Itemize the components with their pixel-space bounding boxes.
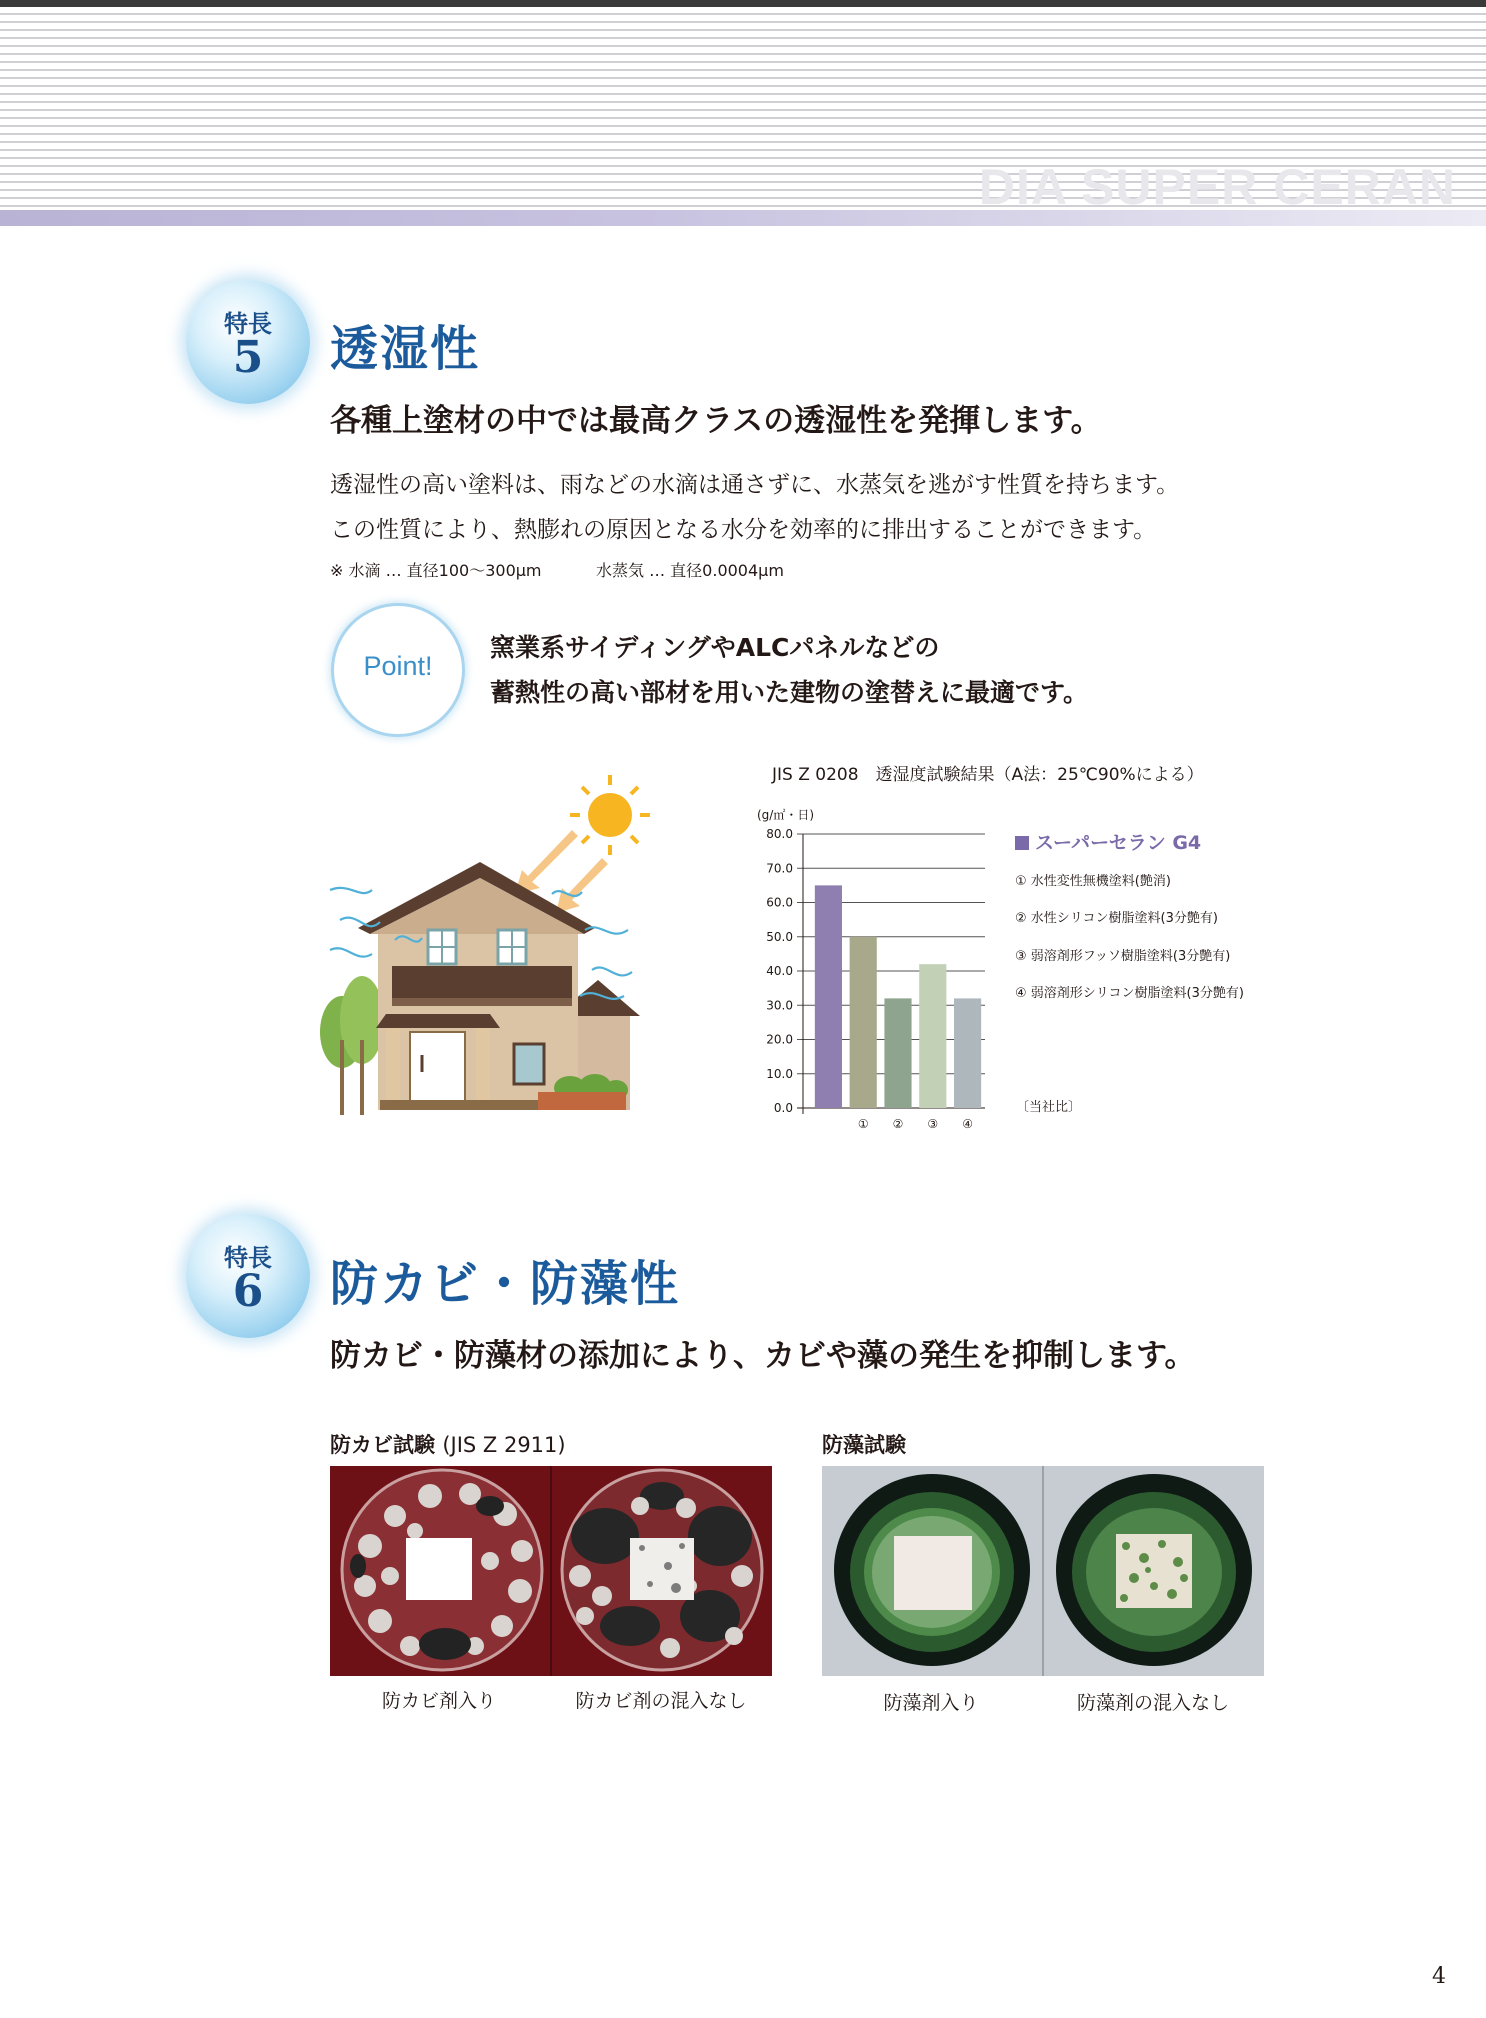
sun-icon <box>570 775 650 855</box>
chart-ylabel: (g/㎡・日) <box>757 808 815 822</box>
header-top-rule <box>0 0 1486 7</box>
chart-xtick-label: ③ <box>927 1117 939 1131</box>
algae-caption-without: 防藻剤の混入なし <box>1076 1692 1229 1714</box>
algae-caption-with: 防藻剤入り <box>883 1692 979 1714</box>
chart-ytick-label: 60.0 <box>766 895 793 910</box>
feature6-subtitle: 防カビ・防藻材の添加により、カビや藻の発生を抑制します。 <box>330 1338 1196 1374</box>
chart-xtick-label: ④ <box>962 1117 973 1131</box>
mold-test-name: 防カビ試験 <box>330 1433 435 1457</box>
chart-ytick-label: 50.0 <box>766 929 793 944</box>
feature5-title: 透湿性 <box>330 321 481 377</box>
feature5-body-line-2: この性質により、熱膨れの原因となる水分を効率的に排出することができます。 <box>330 517 1157 543</box>
badge-number: 5 <box>232 332 264 383</box>
chart-bar <box>850 937 877 1108</box>
legend-item-2: ② 水性シリコン樹脂塗料(3分艶有) <box>1015 911 1218 926</box>
legend-item-4: ④ 弱溶剤形シリコン樹脂塗料(3分艶有) <box>1015 986 1244 1001</box>
feature-badge-5 <box>186 280 310 404</box>
chart-bar <box>884 998 911 1108</box>
brand-watermark: DIA SUPER CERAN <box>978 159 1456 215</box>
legend-title <box>1015 828 1201 855</box>
badge-label: 特長 <box>224 1244 272 1272</box>
badge-number: 6 <box>232 1266 264 1317</box>
note-vapor: 水蒸気 … 直径0.0004μm <box>596 561 784 580</box>
mold-test-standard: (JIS Z 2911) <box>442 1433 566 1457</box>
chart-bar <box>919 964 946 1108</box>
chart-ytick-label: 30.0 <box>766 998 793 1013</box>
mold-test-photo <box>330 1466 772 1676</box>
mold-test-title <box>330 1429 566 1459</box>
chart-bar <box>954 998 981 1108</box>
mold-caption-with: 防カビ剤入り <box>381 1690 496 1712</box>
chart-ytick-label: 40.0 <box>766 964 793 978</box>
feature6-title: 防カビ・防藻性 <box>330 1256 681 1312</box>
point-line-1: 窯業系サイディングやALCパネルなどの <box>490 633 940 662</box>
chart-ytick-label: 70.0 <box>766 861 793 876</box>
legend-item-1: ① 水性変性無機塗料(艶消) <box>1015 874 1171 889</box>
legend-swatch <box>1015 836 1029 850</box>
note-droplet: ※ 水滴 … 直径100〜300μm <box>330 561 542 580</box>
algae-test-title: 防藻試験 <box>822 1433 906 1457</box>
point-badge <box>331 603 465 737</box>
chart-xtick-label: ① <box>857 1117 869 1131</box>
feature5-body-line-1: 透湿性の高い塗料は、雨などの水滴は通さずに、水蒸気を逃がす性質を持ちます。 <box>330 472 1180 498</box>
badge-label: 特長 <box>224 310 272 338</box>
moisture-chart <box>735 800 1015 1135</box>
algae-test-photo <box>822 1466 1264 1676</box>
feature5-subtitle: 各種上塗材の中では最高クラスの透湿性を発揮します。 <box>330 403 1102 439</box>
page-number: 4 <box>1432 1964 1446 1989</box>
chart-title: JIS Z 0208 透湿度試験結果（A法：25℃90%による） <box>772 765 1204 785</box>
chart-bar <box>815 885 842 1108</box>
mold-caption-without: 防カビ剤の混入なし <box>575 1690 747 1712</box>
legend-title-text: スーパーセラン G4 <box>1035 832 1202 854</box>
chart-ytick-label: 80.0 <box>766 827 793 841</box>
feature-badge-6 <box>186 1214 310 1338</box>
legend-item-3: ③ 弱溶剤形フッソ樹脂塗料(3分艶有) <box>1015 949 1231 964</box>
chart-ytick-label: 20.0 <box>766 1032 793 1047</box>
chart-ytick-label: 0.0 <box>773 1101 793 1115</box>
point-label: Point! <box>363 651 433 681</box>
house-illustration <box>310 770 650 1115</box>
chart-ytick-label: 10.0 <box>766 1066 793 1081</box>
chart-xtick-label: ② <box>892 1117 904 1131</box>
point-line-2: 蓄熱性の高い部材を用いた建物の塗替えに最適です。 <box>490 678 1089 707</box>
chart-note: 〔当社比〕 <box>1016 1100 1082 1115</box>
